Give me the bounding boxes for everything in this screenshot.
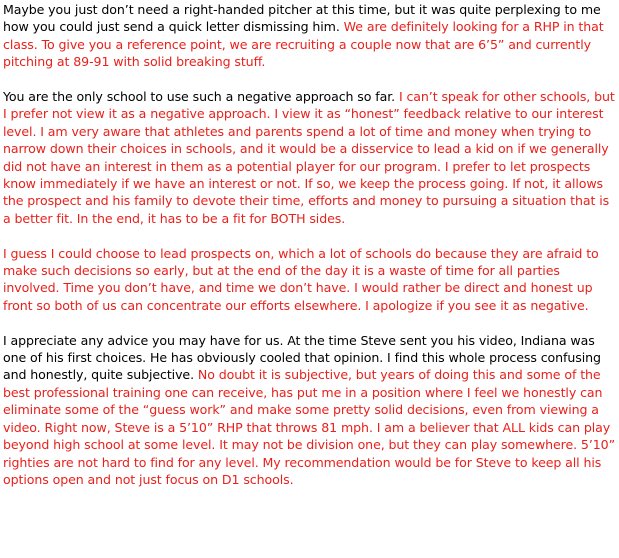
- paragraph-1: [3, 1, 616, 71]
- paragraph-3: [3, 245, 616, 315]
- email-reply-document: [3, 1, 616, 506]
- reply-text: I can’t speak for other schools, but I prefer not view it as a negative approach. I view it as “honest” feedback relative to our interest level. I am very aware that athletes and parents spend a lot of time and money when trying to narrow down their choices in schools, and it would be a disservice to lead a kid on if we generally did not have an interest in them as a potential player for our program. I prefer to let prospects know immediately if we have an interest or not. If so, we keep the process going. If not, it allows the prospect and his family to devote their time, efforts and money to pursuing a situation that is a better fit. In the end, it has to be a fit for BOTH sides.: [3, 89, 615, 226]
- reply-text: I guess I could choose to lead prospects on, which a lot of schools do because they are afraid to make such decisions so early, but at the end of the day it is a waste of time for all parties involved. Time you don’t have, and time we don’t have. I would rather be direct and honest up front so both of us can concentrate our efforts elsewhere. I apologize if you see it as negative.: [3, 245, 599, 313]
- original-text: I appreciate any advice you may have for us. At the time Steve sent you his video, Indiana was one of his first choices. He has obviously cooled that opinion. I find this whole process confusing and honestly, quite subjective.: [3, 332, 601, 383]
- paragraph-2: [3, 88, 616, 227]
- original-text: You are the only school to use such a negative approach so far.: [3, 89, 399, 105]
- original-text: Maybe you just don’t need a right-handed pitcher at this time, but it was quite perplexing to me how you could just send a quick letter dismissing him.: [3, 2, 601, 35]
- reply-text: We are definitely looking for a RHP in that class. To give you a reference point, we are recruiting a couple now that are 6’5” and currently pitching at 89-91 with solid breaking stuff.: [3, 19, 604, 70]
- paragraph-4: [3, 332, 616, 489]
- reply-text: No doubt it is subjective, but years of doing this and some of the best professional training one can receive, has put me in a position where I feel we honestly can eliminate some of the “guess work” and make some pretty solid decisions, even from viewing a video. Right now, Steve is a 5’10” RHP that throws 81 mph. I am a believer that ALL kids can play beyond high school at some level. It may not be division one, but they can play somewhere. 5’10” righties are not hard to find for any level. My recommendation would be for Steve to keep all his options open and not just focus on D1 schools.: [3, 367, 615, 487]
